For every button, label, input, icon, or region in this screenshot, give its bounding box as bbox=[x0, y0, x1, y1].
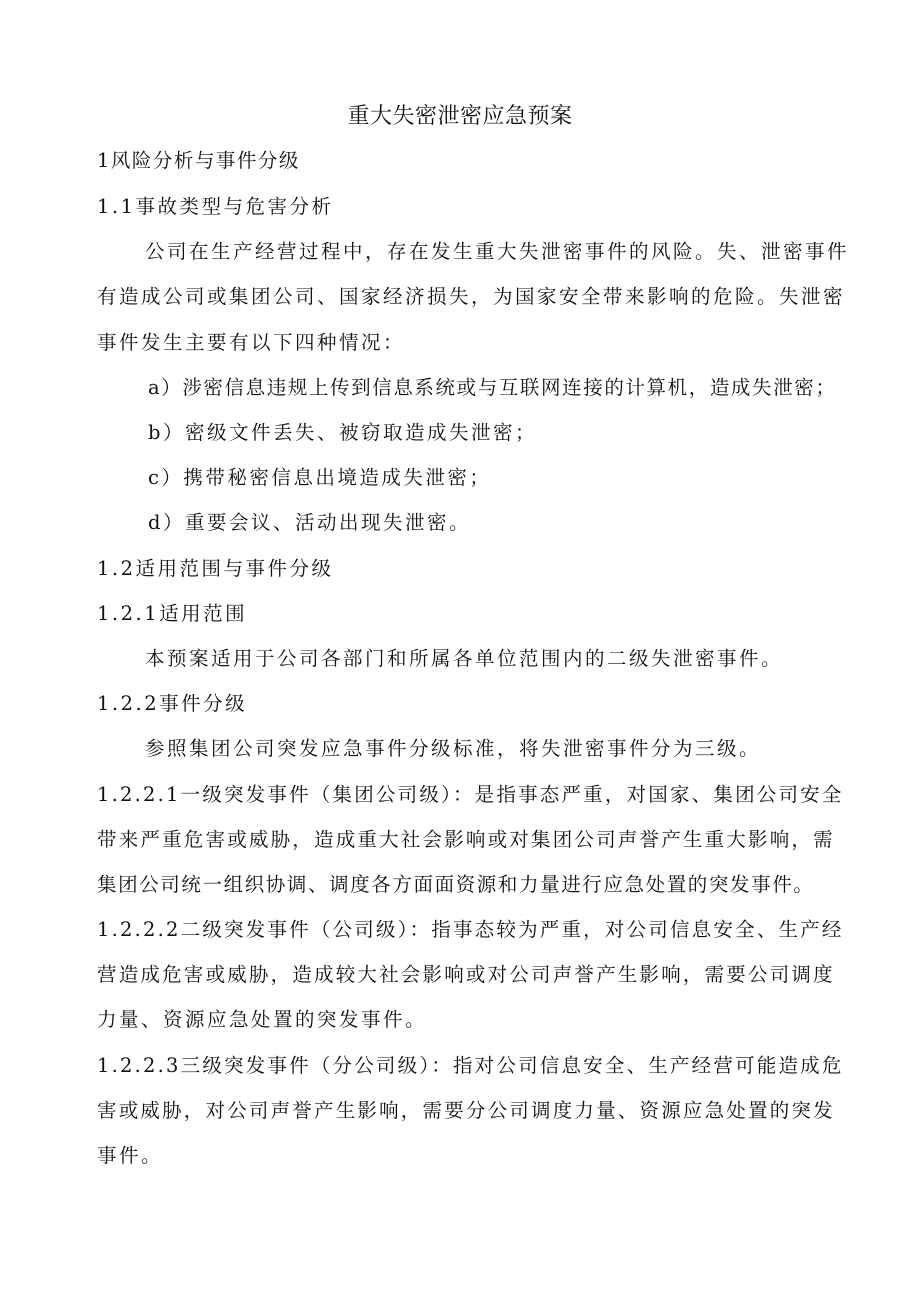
paragraph-line: 1.2.2.2二级突发事件（公司级）：指事态较为严重，对公司信息安全、生产经 bbox=[97, 918, 844, 941]
list-item-c: c）携带秘密信息出境造成失泄密； bbox=[148, 466, 492, 489]
document-title: 重大失密泄密应急预案 bbox=[347, 104, 573, 129]
list-item-d: d）重要会议、活动出现失泄密。 bbox=[148, 511, 471, 534]
paragraph-line: 1.2.2.1一级突发事件（集团公司级）：是指事态严重，对国家、集团公司安全 bbox=[97, 783, 844, 806]
paragraph-line: 本预案适用于公司各部门和所属各单位范围内的二级失泄密事件。 bbox=[145, 647, 784, 670]
paragraph-line: 害或威胁，对公司声誉产生影响，需要分公司调度力量、资源应急处置的突发 bbox=[97, 1099, 835, 1122]
paragraph-line: 带来严重危害或威胁，造成重大社会影响或对集团公司声誉产生重大影响，需 bbox=[97, 828, 835, 851]
paragraph-line: 1.2.2.3三级突发事件（分公司级）：指对公司信息安全、生产经营可能造成危 bbox=[97, 1054, 844, 1077]
section-heading-1-1: 1.1事故类型与危害分析 bbox=[97, 195, 334, 218]
paragraph-line: 力量、资源应急处置的突发事件。 bbox=[97, 1008, 428, 1031]
list-item-b: b）密级文件丢失、被窃取造成失泄密； bbox=[148, 421, 537, 444]
paragraph-line: 公司在生产经营过程中，存在发生重大失泄密事件的风险。失、泄密事件 bbox=[145, 240, 850, 263]
paragraph-line: 参照集团公司突发应急事件分级标准，将失泄密事件分为三级。 bbox=[145, 737, 762, 760]
paragraph-line: 营造成危害或威胁，造成较大社会影响或对公司声誉产生影响，需要公司调度 bbox=[97, 963, 835, 986]
section-heading-1-2: 1.2适用范围与事件分级 bbox=[97, 557, 334, 580]
section-heading-1-2-1: 1.2.1适用范围 bbox=[97, 602, 248, 625]
paragraph-line: 事件。 bbox=[97, 1144, 164, 1167]
paragraph-line: 事件发生主要有以下四种情况： bbox=[97, 331, 406, 354]
list-item-a: a）涉密信息违规上传到信息系统或与互联网连接的计算机，造成失泄密； bbox=[148, 376, 837, 399]
section-heading-1-2-2: 1.2.2事件分级 bbox=[97, 692, 248, 715]
section-heading-1: 1风险分析与事件分级 bbox=[97, 149, 300, 172]
paragraph-line: 集团公司统一组织协调、调度各方面面资源和力量进行应急处置的突发事件。 bbox=[97, 873, 815, 896]
paragraph-line: 有造成公司或集团公司、国家经济损失，为国家安全带来影响的危险。失泄密 bbox=[97, 285, 846, 308]
